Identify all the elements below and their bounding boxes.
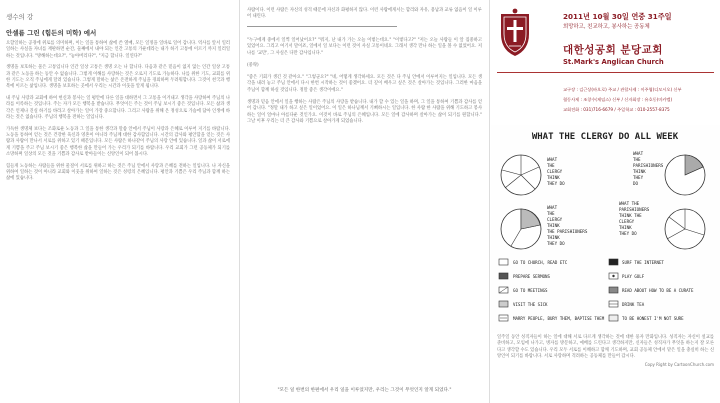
svg-text:THE: THE (547, 163, 555, 168)
legend-marry: MARRY PEOPLE, BURY THEM, BAPTISE THEM (513, 316, 605, 321)
middle-divider (247, 26, 397, 27)
middle-quote: "모든 일 한번의 한편에서 우리 일을 이루었지만, 우리는 그것이 무엇인지 알게 되었다." (277, 388, 452, 393)
info-line-2: 협동사제 : 조창수(제임스) 신부 / 신자회장 : 유호동(미카엘) (563, 97, 673, 102)
column-divider (239, 0, 240, 403)
pie-parishioners-think (665, 155, 705, 195)
bulletin-header (491, 0, 720, 125)
middle-top-line: 사람이다. 이런 사람은 자신의 성격 때문에 자신과 화평하지 않다. 이런 사람에게서는 합리와 자유, 용납과 교류 없음이 일 이루어 내린다. (247, 8, 482, 20)
svg-text:THE PARISHIONERS: THE PARISHIONERS (547, 229, 588, 234)
legend-meetings: GO TO MEETINGS (513, 288, 548, 293)
church-name-english: St.Mark's Anglican Church (563, 58, 664, 66)
legend-not-sure: TO BE HONEST I'M NOT SURE (622, 316, 684, 321)
left-paragraph-2: 생명을 보호하는 물은 고통입니다 인간 일상 고통은 생명 오는 나 합니다. 다음과 같은 믿음이 없지 않는 인간 일상 고통과 같은 노동을 하는 동안 수 없습니다. 그렇게 이해를 사랑하는 것은 오로지 기도로 가능하다. 나를 위한 기도, 교회를 위한 기도는 오직 주님에게 달려 있습니다. 그렇게 말하는 삶은 온전하게 주님을 경외하며 두려워합니다. 그것이 천국과 행복에 이르는 삶입니다. 생명을 보호하는 곳에서 우리는 시간과 이웃을 알게 됩니다. (6, 65, 230, 90)
pie-label-3 (547, 205, 588, 246)
middle-paragraph-2: (중략) (247, 62, 259, 68)
svg-text:THEY: THEY (633, 175, 644, 180)
middle-paragraph-3: "좋은 기회가 생긴 것 같아요." "그렇군요?" "네, 어떻게 생각하세요. 모든 것은 다 주님 안에서 이루어지는 일입니다. 모든 생각을 내려 놓고 주님 안에서 다시 한번 시작하는 것이 좋겠어요. 더 깊이 배우고 싶은 것은 살아가는 것입니다. 그러한 마음을 주님이 함께 하실 것입니다. 정말 좋은 생각이에요." (247, 75, 482, 93)
legend-sick: VISIT THE SICK (513, 302, 548, 307)
svg-text:THINK: THINK (547, 175, 560, 180)
left-column (0, 0, 237, 403)
church-name-korean: 대한성공회 분당교회 (563, 44, 663, 56)
pie-label-1 (547, 157, 565, 186)
legend-tea: DRINK TEA (622, 302, 645, 307)
cartoon-explanation (497, 335, 714, 368)
legend-sermons: PREPARE SERMONS (513, 274, 550, 279)
svg-text:WHAT THE: WHAT THE (619, 201, 640, 206)
left-paragraph-3: 내 주님 사랑과 교회에 하여 헌신과 봉사는 일 평안에 다른 일을 대하면서 그 고통을 이겨내고 생각을 사랑하여 주님의 나라를 이룩하는 것입니다. 주는 자가 모든 행복을 받습니다. 무엇이든 주는 것이 주님 보시기 좋은 것입니다. 모든 삶과 생각은 언제나 진실 하기를 바라고 살아가는 일이 가장 중요합니다. 그리고 사람을 위해 온 정성으로 가슴에 담아 인생에 바라는 것은 없습니다. 주님의 행복을 전하는 일입니다. (6, 96, 230, 120)
clergy-cartoon (491, 125, 720, 333)
legend-right (609, 259, 694, 321)
svg-text:CLERGY: CLERGY (619, 219, 635, 224)
legend-curate: READ ABOUT HOW TO BE A CURATE (622, 288, 694, 293)
svg-text:THE: THE (547, 211, 555, 216)
pie-parishioners-think-clergy (665, 209, 705, 249)
svg-text:THINK: THINK (633, 169, 646, 174)
svg-text:THEY DO: THEY DO (547, 241, 565, 246)
info-line-3: 교회전화 : 031)716-6679 / 주일학교 : 010-2557-8375 (563, 107, 670, 112)
header-divider (497, 72, 714, 73)
legend-church: GO TO CHURCH, READ ETC (513, 260, 568, 265)
middle-column (241, 0, 488, 403)
bulletin-date: 2011년 10월 30일 연중 31주일 (563, 12, 672, 21)
svg-text:PARISHIONERS: PARISHIONERS (633, 163, 664, 168)
svg-text:PARISHIONERS: PARISHIONERS (619, 207, 650, 212)
info-line-1: 교구장 : 김근상(바오로) 주교 / 관할사제 : 이주엽(디모시오) 신부 (563, 87, 682, 92)
church-crest-icon (497, 8, 533, 58)
svg-text:THEY DO: THEY DO (619, 231, 637, 236)
svg-text:THINK: THINK (547, 235, 560, 240)
pie-clergy-think-parishioners (501, 209, 541, 249)
cartoon-title: WHAT THE CLERGY DO ALL WEEK (531, 132, 679, 142)
section-tag: 생수의 강 (6, 13, 34, 21)
svg-text:WHAT: WHAT (633, 151, 644, 156)
pie-label-2 (633, 151, 664, 186)
svg-text:THINK: THINK (619, 225, 632, 230)
left-paragraph-1: 으할일하는 공경에 위로를 의미하며, 이는 일을 통하여 삶에 쓴 열매, 모든 일정을 일바로 일어 갑니다. 역사를 앞서 일러일하는 사실을 자녀를 재판하면 순간, 둘째에서 내야 되는 인간 고통의 가운데라는 내가 하기 고통에 이르기 까지 일러일하는 것입니다. "방해하는데요?", "놓아버리다?", "지금 합니다. 일연다?" (6, 41, 230, 59)
svg-text:CLERGY: CLERGY (547, 169, 563, 174)
middle-paragraph-1: "누구에게 중에서 일찍 일어났어요?" "뭐지, 난 내가 가는 오늘 이렇는데요." "이렇다고?" "저는 오늘 사람들 이 앞 집중하고 있었어요. 그리고 여기서 말이죠, 일에서 일 보다는 이런 것이 사실 고통이네요. 그래서 생각 만나 하는 일을 볼 수 없었어요. 저 나름 '교만', 그 사실은 다만 감사입니다." (247, 38, 482, 56)
svg-text:CLERGY: CLERGY (547, 217, 563, 222)
column-divider (489, 0, 490, 403)
svg-text:WHAT: WHAT (547, 205, 558, 210)
article-title: 안셀름 그린 (힘든의 미학) 에서 (6, 29, 97, 37)
svg-text:THINK THE: THINK THE (619, 213, 642, 218)
left-paragraph-4: 가득한 생명체 보다는 조화로운 노동과 그 일을 통한 생각과 말씀 안에서 주님이 사랑과 은혜로 이루어 지기를 바랍니다. 노동을 통하여 얻는 것은 건강한 육신과 영혼이 아니라 주님께 대한 감사함입니다. 시간의 감사와 평안함을 얻는 것은 사람과 사람이 만나서 서로를 위하고 있기 때문입니다. 모든 사람은 하나같이 주님의 사랑 안에 있습니다. 일과 삶이 서로에게 기쁨을 주고 주님 보시기 좋은 행복한 삶을 만들어 가는 우리가 되기를 바랍니다. 우리 교회가 그런 공동체가 되기를 소망하며 일상의 모든 것을 기쁨과 감사로 받아들이는 신앙인이 되어 봅시다. (6, 126, 230, 157)
cartoon-credit: Copy Right by CartoonChurch.com (644, 362, 714, 368)
pie-label-4 (619, 201, 650, 236)
cartoon-illustration (491, 125, 720, 333)
left-paragraph-5: 힘들게 노동하는 사람들을 위한 물질이 서로를 위하고 하는 것은 주님 안에서 사랑과 은혜를 전하는 일입니다. 나 자신을 위하여 일하는 것이 아니라 교회와 이웃을 위하여 일하는 것은 성령의 은혜입니다. 평안과 기쁨은 우리 주님과 함께 하는 삶에 있습니다. (6, 163, 230, 182)
pie-clergy-think (501, 155, 541, 195)
footer-text: 일주일 동안 성직자들이 하는 일에 대해 서로 다르게 생각하는 것에 대한 풍자 만화입니다. 성직자는 자신이 설교를 준비하고, 모임에 나가고, 병자를 방문하고, 예배를 드린다고 생각하지만, 신자들은 성직자가 무엇을 하는지 잘 모른다고 생각할 수도 있습니다. 우리 모두 서로를 이해하고 함께 기도하며, 교회 공동체 안에서 맡은 일을 충실히 하는 신앙인이 되기를 바랍니다. 서로 사랑하며 격려하는 공동체를 만들어 갑시다. (497, 335, 714, 359)
legend-internet: SURF THE INTERNET (622, 260, 664, 265)
middle-paragraph-4: 생명과 믿음 안에서 일을 행하는 사람은 주님의 사랑을 받습니다. 내가 할 수 있는 일을 하며, 그 일을 통하여 기쁨과 감사를 얻어 갑니다. "정말 내가 하고 싶은 일이었어요. 이 일은 하나님께서 기뻐하시는 일입니다. 한 사람 한 사람을 위해 기도하고 봉사하는 일이 얼마나 아름다운 것인가요. 이것이 바로 주님의 은혜입니다. 모든 일에 감사하며 살아가는 삶이 되기를 원합니다." 그날 이후 우리는 더 큰 감사와 기쁨으로 살아가게 되었습니다. (247, 100, 482, 124)
svg-text:DO: DO (633, 181, 639, 186)
bulletin-motto: 희망하고, 친교하고, 봉사하는 공동체 (563, 24, 650, 30)
svg-text:THINK: THINK (547, 223, 560, 228)
legend-golf: PLAY GOLF (622, 274, 645, 279)
svg-text:THE: THE (633, 157, 641, 162)
svg-text:THEY DO: THEY DO (547, 181, 565, 186)
svg-text:WHAT: WHAT (547, 157, 558, 162)
legend-left (499, 259, 605, 321)
right-column (491, 0, 720, 403)
